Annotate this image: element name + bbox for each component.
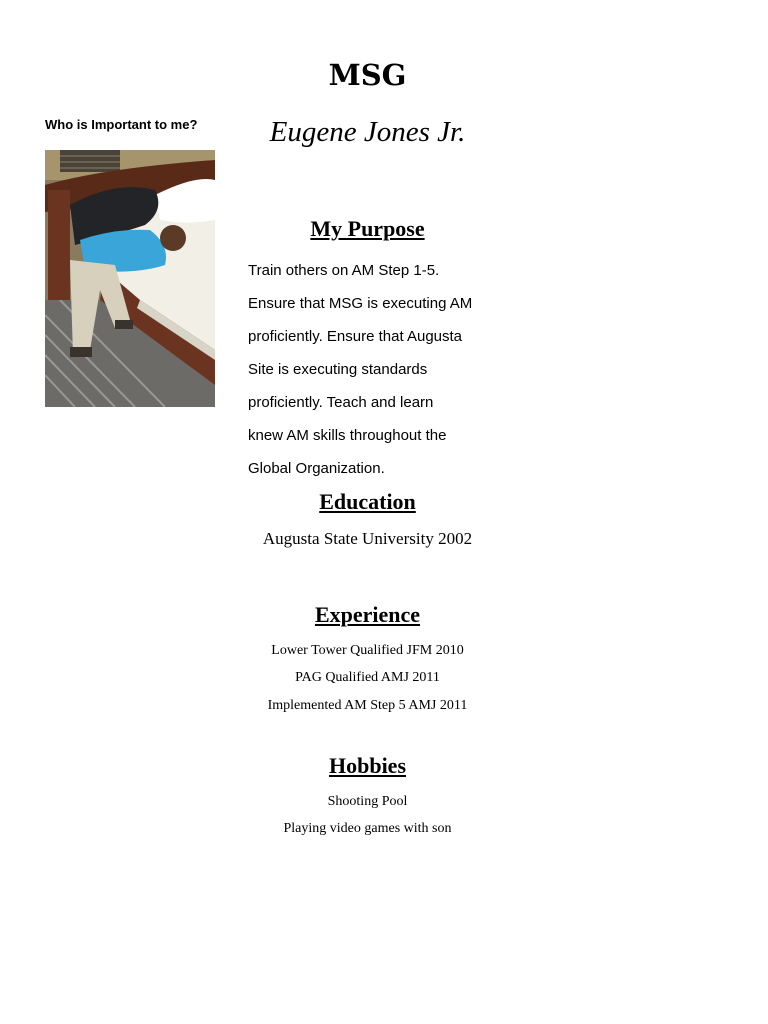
purpose-line: Train others on AM Step 1-5.: [248, 262, 440, 279]
purpose-text: [248, 254, 498, 485]
experience-item: PAG Qualified AMJ 2011: [295, 670, 440, 685]
purpose-line: proficiently. Teach and learn: [248, 394, 434, 411]
experience-item: Lower Tower Qualified JFM 2010: [271, 643, 464, 658]
person-name: Eugene Jones Jr.: [269, 116, 466, 148]
purpose-line: Site is executing standards: [248, 361, 428, 378]
document-title: MSG: [328, 58, 407, 92]
important-label: Who is Important to me?: [45, 117, 198, 132]
family-photo: [45, 150, 215, 407]
purpose-line: Ensure that MSG is executing AM: [248, 295, 473, 312]
purpose-line: proficiently. Ensure that Augusta: [248, 328, 463, 345]
family-photo-image: [45, 150, 215, 407]
hobbies-heading: Hobbies: [328, 753, 407, 778]
education-item: Augusta State University 2002: [262, 529, 473, 548]
hobby-item: Shooting Pool: [327, 794, 408, 809]
experience-heading: Experience: [314, 602, 421, 627]
hobby-item: Playing video games with son: [283, 821, 452, 836]
experience-item: Implemented AM Step 5 AMJ 2011: [267, 698, 468, 713]
purpose-line: Global Organization.: [248, 460, 385, 477]
purpose-line: knew AM skills throughout the: [248, 427, 447, 444]
education-heading: Education: [319, 489, 416, 514]
purpose-heading: My Purpose: [310, 216, 425, 241]
